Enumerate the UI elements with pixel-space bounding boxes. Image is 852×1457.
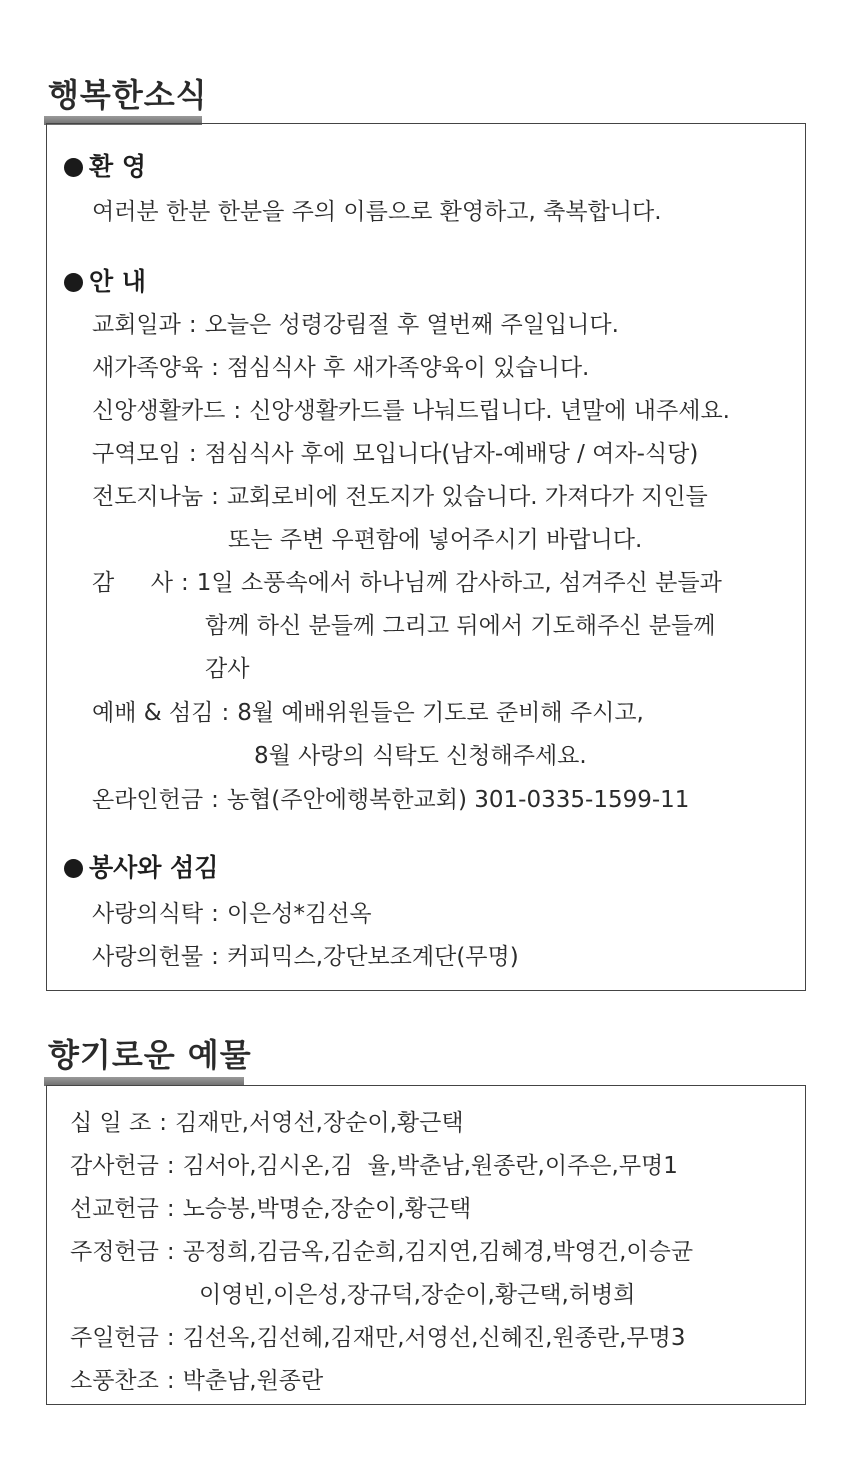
offering-item-picnic: 소풍찬조 : 박춘남,원종란 (70, 1368, 324, 1394)
offering-item-pledge-line2: 이영빈,이은성,장규덕,장순이,황근택,허병희 (199, 1282, 636, 1308)
service-heading: 봉사와 섬김 (64, 848, 218, 884)
notice-item-cell-meeting: 구역모임 : 점심식사 후에 모입니다(남자-예배당 / 여자-식당) (92, 441, 699, 467)
notice-item-thanks-line2: 함께 하신 분들께 그리고 뒤에서 기도해주신 분들께 (205, 613, 716, 639)
offering-item-pledge: 주정헌금 : 공정희,김금옥,김순희,김지연,김혜경,박영건,이승균 (70, 1239, 694, 1265)
notice-item-schedule: 교회일과 : 오늘은 성령강림절 후 열번째 주일입니다. (92, 312, 619, 338)
notice-heading: 안 내 (64, 262, 146, 298)
offering-item-sunday: 주일헌금 : 김선옥,김선혜,김재만,서영선,신혜진,원종란,무명3 (70, 1325, 686, 1351)
notice-item-faith-card: 신앙생활카드 : 신앙생활카드를 나눠드립니다. 년말에 내주세요. (92, 398, 730, 424)
bullet-dot-icon (64, 158, 83, 177)
welcome-heading: 환 영 (64, 147, 146, 183)
service-item-table: 사랑의식탁 : 이은성*김선옥 (92, 901, 372, 927)
notice-item-thanks-line3: 감사 (205, 656, 250, 682)
notice-item-newcomer: 새가족양육 : 점심식사 후 새가족양육이 있습니다. (92, 355, 590, 381)
notice-item-worship-line2: 8월 사랑의 식탁도 신청해주세요. (254, 743, 587, 769)
offering-section-title: 향기로운 예물 (48, 1036, 252, 1074)
offering-item-mission: 선교헌금 : 노승봉,박명순,장순이,황근택 (70, 1196, 472, 1222)
offering-item-tithe: 십 일 조 : 김재만,서영선,장순이,황근택 (70, 1110, 464, 1136)
notice-item-worship: 예배 & 섬김 : 8월 예배위원들은 기도로 준비해 주시고, (92, 700, 644, 726)
notice-item-tract-line2: 또는 주변 우편함에 넣어주시기 바랍니다. (228, 527, 643, 553)
notice-item-tract: 전도지나눔 : 교회로비에 전도지가 있습니다. 가져다가 지인들 (92, 484, 708, 510)
bullet-dot-icon (64, 273, 83, 292)
welcome-text: 여러분 한분 한분을 주의 이름으로 환영하고, 축복합니다. (92, 199, 662, 225)
news-section-title: 행복한소식 (48, 76, 208, 114)
notice-item-online-offering: 온라인헌금 : 농협(주안에행복한교회) 301-0335-1599-11 (92, 787, 690, 813)
bullet-dot-icon (64, 859, 83, 878)
notice-item-thanks: 감 사 : 1일 소풍속에서 하나님께 감사하고, 섬겨주신 분들과 (92, 570, 722, 596)
offering-item-thanks: 감사헌금 : 김서아,김시온,김 율,박춘남,원종란,이주은,무명1 (70, 1153, 678, 1179)
service-item-gift: 사랑의헌물 : 커피믹스,강단보조계단(무명) (92, 944, 519, 970)
